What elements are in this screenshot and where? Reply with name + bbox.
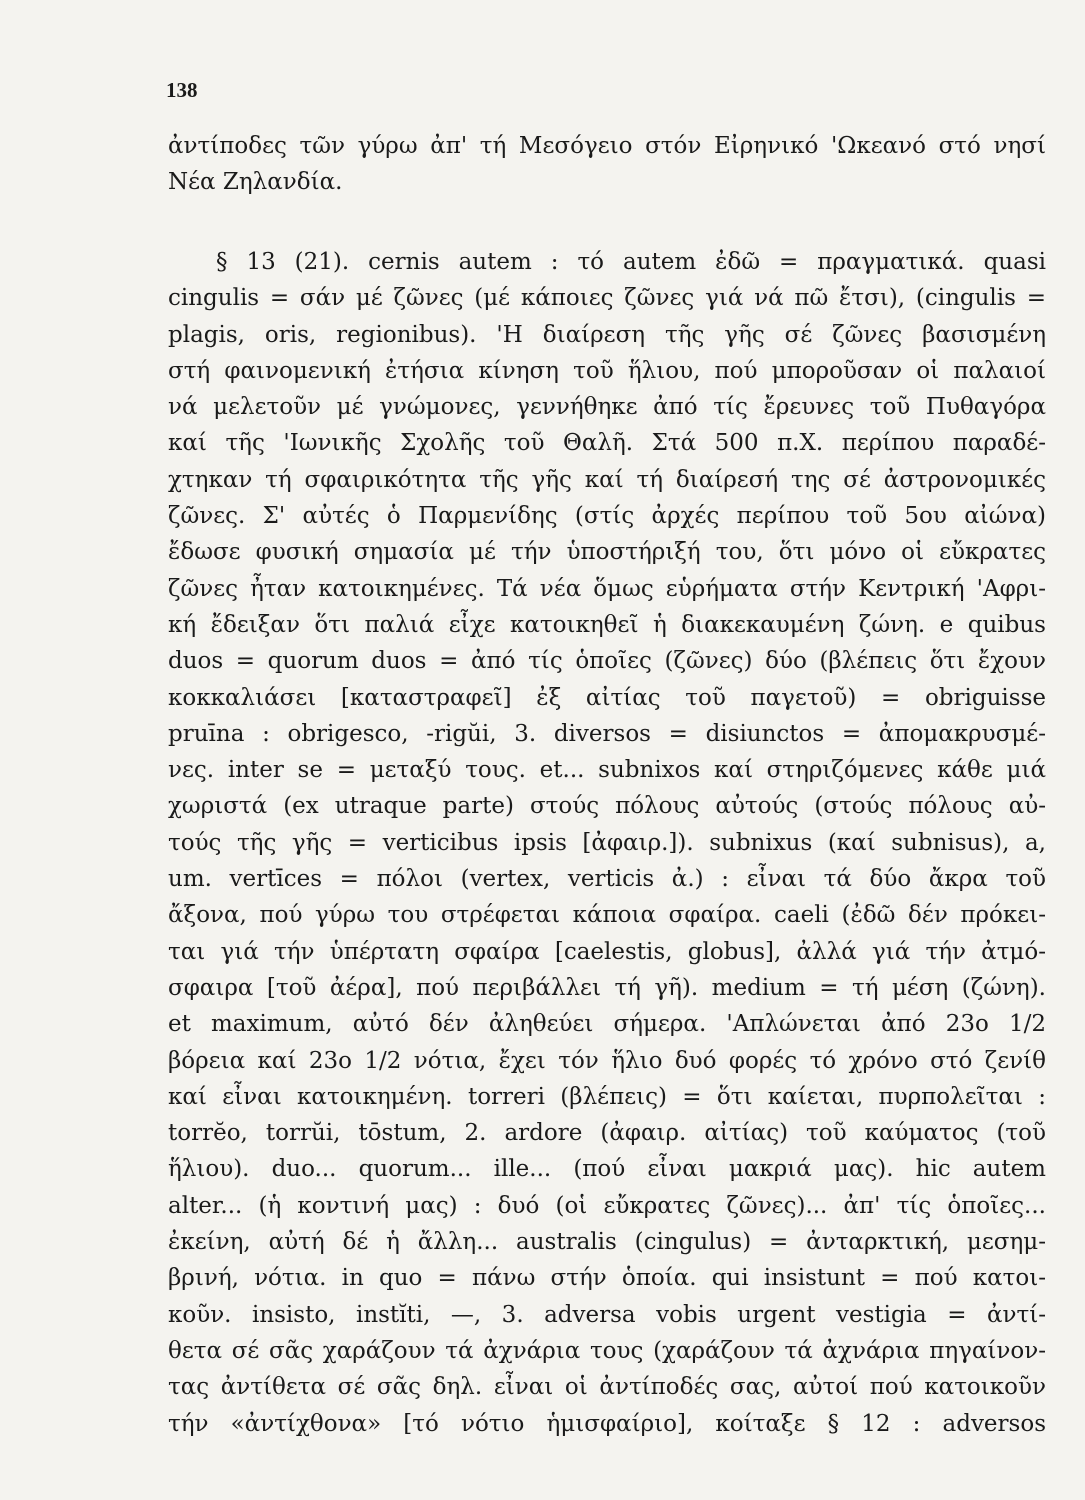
text-line: στή φαινομενική ἐτήσια κίνηση τοῦ ἥλιου, πού μποροῦσαν οἱ παλαιοί — [168, 357, 1046, 384]
text-line: cingulis = σάν μέ ζῶνες (μέ κάποιες ζῶνες γιά νά πῶ ἔτσι), (cingulis = — [168, 285, 1046, 312]
text-line: duos = quorum duos = ἀπό τίς ὁποῖες (ζῶνες) δύο (βλέπεις ὅτι ἔχουν — [168, 648, 1046, 675]
text-line: χτηκαν τή σφαιρικότητα τῆς γῆς καί τή διαίρεσή της σέ ἀστρονομικές — [168, 466, 1046, 493]
text-line: καί τῆς 'Ιωνικῆς Σχολῆς τοῦ Θαλῆ. Στά 500 π.Χ. περίπου παραδέ- — [168, 430, 1046, 457]
text-line: ται γιά τήν ὑπέρτατη σφαίρα [caelestis, globus], ἀλλά γιά τήν ἀτμό- — [168, 938, 1046, 965]
text-line: pruīna : obrigesco, -rigŭi, 3. diversos = disiunctos = ἀπομακρυσμέ- — [168, 720, 1046, 747]
paragraph-continuation — [168, 128, 1046, 201]
text-line: ἄξονα, πού γύρω του στρέφεται κάποια σφαίρα. caeli (ἐδῶ δέν πρόκει- — [168, 902, 1046, 929]
text-line: σφαιρα [τοῦ ἀέρα], πού περιβάλλει τή γῆ). medium = τή μέση (ζώνη). — [168, 974, 1046, 1001]
paragraph-section-13 — [168, 244, 1046, 1442]
text-line: ζῶνες ἦταν κατοικημένες. Τά νέα ὅμως εὑρήματα στήν Κεντρική 'Αφρι- — [168, 575, 1046, 602]
text-line: ζῶνες. Σ' αὐτές ὁ Παρμενίδης (στίς ἀρχές περίπου τοῦ 5ου αἰώνα) — [168, 503, 1046, 530]
text-line: alter... (ἡ κοντινή μας) : δυό (οἱ εὔκρατες ζῶνες)... ἀπ' τίς ὁποῖες... — [168, 1192, 1046, 1219]
text-line: ἐκείνη, αὐτή δέ ἡ ἄλλη... australis (cingulus) = ἀνταρκτική, μεσημ- — [168, 1229, 1046, 1256]
text-line: χωριστά (ex utraque parte) στούς πόλους αὐτούς (στούς πόλους αὐ- — [168, 793, 1046, 820]
text-line: τούς τῆς γῆς = verticibus ipsis [ἀφαιρ.]). subnixus (καί subnisus), a, — [168, 829, 1046, 856]
text-line: um. vertīces = πόλοι (vertex, verticis ἀ.) : εἶναι τά δύο ἄκρα τοῦ — [168, 866, 1046, 893]
text-line: ἀντίποδες τῶν γύρω ἀπ' τή Μεσόγειο στόν Εἰρηνικό 'Ωκεανό στό νησί — [168, 133, 1046, 159]
text-line: κή ἔδειξαν ὅτι παλιά εἶχε κατοικηθεῖ ἡ διακεκαυμένη ζώνη. e quibus — [168, 611, 1046, 638]
text-line: κοκκαλιάσει [καταστραφεῖ] ἐξ αἰτίας τοῦ παγετοῦ) = obriguisse — [168, 684, 1046, 711]
text-line: βρινή, νότια. in quo = πάνω στήν ὁποία. qui insistunt = πού κατοι- — [168, 1265, 1046, 1292]
text-line: ἔδωσε φυσική σημασία μέ τήν ὑποστήριξή του, ὅτι μόνο οἱ εὔκρατες — [168, 539, 1046, 566]
page-number: 138 — [166, 78, 198, 102]
text-line: τας ἀντίθετα σέ σᾶς δηλ. εἶναι οἱ ἀντίποδές σας, αὐτοί πού κατοικοῦν — [168, 1374, 1046, 1401]
text-line: Νέα Ζηλανδία. — [168, 169, 343, 196]
section-heading-line: § 13 (21). cernis autem : τό autem ἐδῶ = πραγματικά. quasi — [216, 249, 1046, 275]
text-line: et maximum, αὐτό δέν ἀληθεύει σήμερα. 'Απλώνεται ἀπό 23ο 1/2 — [168, 1011, 1046, 1038]
text-line: καί εἶναι κατοικημένη. torreri (βλέπεις) = ὅτι καίεται, πυρπολεῖται : — [168, 1083, 1046, 1110]
text-line: ἥλιου). duo... quorum... ille... (πού εἶναι μακριά μας). hic autem — [168, 1156, 1046, 1183]
text-line: torrĕo, torrŭi, tōstum, 2. ardore (ἀφαιρ. αἰτίας) τοῦ καύματος (τοῦ — [168, 1120, 1046, 1147]
text-line: plagis, oris, regionibus). 'Η διαίρεση τῆς γῆς σέ ζῶνες βασισμένη — [168, 321, 1046, 348]
text-line: θετα σέ σᾶς χαράζουν τά ἀχνάρια τους (χαράζουν τά ἀχνάρια πηγαίνον- — [168, 1337, 1046, 1364]
text-line: νες. inter se = μεταξύ τους. et... subnixos καί στηριζόμενες κάθε μιά — [168, 757, 1046, 784]
text-line: τήν «ἀντίχθονα» [τό νότιο ἡμισφαίριο], κοίταξε § 12 : adversos — [168, 1410, 1046, 1437]
text-line: βόρεια καί 23ο 1/2 νότια, ἔχει τόν ἥλιο δυό φορές τό χρόνο στό ζενίθ — [168, 1047, 1046, 1074]
text-line: νά μελετοῦν μέ γνώμονες, γεννήθηκε ἀπό τίς ἔρευνες τοῦ Πυθαγόρα — [168, 394, 1046, 421]
text-line: κοῦν. insisto, instĭti, —, 3. adversa vobis urgent vestigia = ἀντί- — [168, 1301, 1046, 1328]
